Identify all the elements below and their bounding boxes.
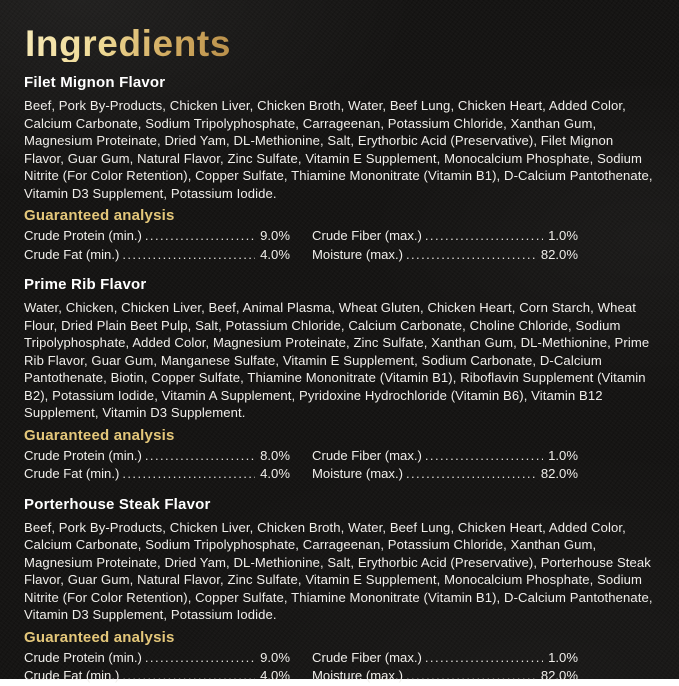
guaranteed-analysis-heading: Guaranteed analysis: [24, 426, 175, 444]
analysis-value: 1.0%: [548, 649, 578, 665]
analysis-label: Moisture (max.): [312, 668, 403, 683]
analysis-row: [24, 447, 290, 466]
analysis-value: 82.0%: [540, 466, 578, 481]
flavor-heading: Porterhouse Steak Flavor: [24, 495, 211, 513]
analysis-row: [312, 246, 578, 265]
analysis-row: [312, 447, 578, 466]
analysis-value: 1.0%: [548, 228, 578, 243]
dot-leader: [425, 649, 543, 668]
dot-leader: [406, 465, 536, 484]
guaranteed-analysis-table: [24, 227, 655, 264]
analysis-value: 82.0%: [540, 246, 578, 262]
dot-leader: [145, 227, 255, 246]
analysis-row: [24, 667, 290, 686]
analysis-row: [312, 649, 578, 668]
analysis-value: 4.0%: [260, 246, 290, 262]
analysis-row: [24, 227, 290, 246]
guaranteed-analysis-heading: Guaranteed analysis: [24, 207, 175, 224]
dot-leader: [425, 447, 543, 466]
analysis-value: 1.0%: [548, 447, 578, 463]
analysis-label: Crude Fat (min.): [24, 668, 120, 683]
analysis-value: 8.0%: [260, 447, 290, 463]
guaranteed-analysis-table: [24, 447, 655, 484]
dot-leader: [406, 246, 536, 265]
analysis-row: [312, 667, 578, 686]
analysis-label: Moisture (max.): [312, 246, 403, 262]
ingredients-list: Beef, Pork By-Products, Chicken Liver, Chicken Broth, Water, Beef Lung, Chicken Heart, Added Color, Calcium Carbonate, Sodium Tripolyphosphate, Carrageenan, Potassium Chloride, Xanthan Gum, Magnesium Proteinate, Dried Yam, DL-Methionine, Salt, Erythorbic Acid (Preservative), Filet Mignon Flavor, Guar Gum, Natural Flavor, Zinc Sulfate, Vitamin E Supplement, Monocalcium Phosphate, Sodium Nitrite (For Color Retention), Copper Sulfate, Thiamine Mononitrate (Vitamin B1), D-Calcium Pantothenate, Vitamin D3 Supplement, Potassium Iodide.: [24, 98, 653, 201]
analysis-value: 4.0%: [260, 466, 290, 481]
analysis-label: Crude Protein (min.): [24, 447, 142, 463]
dot-leader: [122, 246, 255, 265]
flavor-section-porterhouse-steak: [24, 496, 655, 686]
analysis-value: 4.0%: [260, 668, 290, 683]
analysis-label: Crude Fat (min.): [24, 246, 120, 262]
flavor-section-prime-rib: [24, 276, 655, 484]
flavor-heading: Filet Mignon Flavor: [24, 74, 166, 91]
guaranteed-analysis-heading: Guaranteed analysis: [24, 628, 175, 646]
flavor-heading: Prime Rib Flavor: [24, 276, 147, 293]
ingredients-list: Water, Chicken, Chicken Liver, Beef, Animal Plasma, Wheat Gluten, Chicken Heart, Corn Starch, Wheat Flour, Dried Plain Beet Pulp, Salt, Potassium Chloride, Calcium Carbonate, Choline Chloride, Sodium Tripolyphosphate, Added Color, Magnesium Proteinate, Zinc Sulfate, Xanthan Gum, DL-Methionine, Prime Rib Flavor, Guar Gum, Manganese Sulfate, Vitamin E Supplement, Sodium Carbonate, D-Calcium Pantothenate, Biotin, Copper Sulfate, Thiamine Mononitrate (Vitamin B1), Riboflavin Supplement (Vitamin B2), Potassium Iodide, Vitamin A Supplement, Pyridoxine Hydrochloride (Vitamin B6), Vitamin B12 Supplement, Vitamin D3 Supplement.: [24, 300, 650, 420]
analysis-row: [24, 246, 290, 265]
dot-leader: [145, 649, 255, 668]
dot-leader: [425, 227, 543, 246]
analysis-label: Moisture (max.): [312, 466, 403, 481]
flavor-section-filet-mignon: [24, 74, 655, 264]
analysis-row: [312, 227, 578, 246]
analysis-label: Crude Protein (min.): [24, 649, 142, 665]
analysis-label: Crude Fiber (max.): [312, 649, 422, 665]
analysis-label: Crude Fiber (max.): [312, 447, 422, 463]
dot-leader: [145, 447, 255, 466]
analysis-label: Crude Fiber (max.): [312, 228, 422, 243]
analysis-row: [24, 649, 290, 668]
ingredients-list: Beef, Pork By-Products, Chicken Liver, Chicken Broth, Water, Beef Lung, Chicken Heart, Added Color, Calcium Carbonate, Sodium Tripolyphosphate, Carrageenan, Potassium Chloride, Xanthan Gum, Magnesium Proteinate, Dried Yam, DL-Methionine, Salt, Erythorbic Acid (Preservative), Porterhouse Steak Flavor, Guar Gum, Natural Flavor, Zinc Sulfate, Vitamin E Supplement, Monocalcium Phosphate, Sodium Nitrite (For Color Retention), Copper Sulfate, Thiamine Mononitrate (Vitamin B1), D-Calcium Pantothenate, Vitamin D3 Supplement, Potassium Iodide.: [24, 519, 653, 622]
dot-leader: [122, 465, 255, 484]
analysis-row: [24, 465, 290, 484]
dot-leader: [406, 667, 536, 686]
analysis-label: Crude Fat (min.): [24, 466, 120, 481]
guaranteed-analysis-table: [24, 649, 655, 686]
analysis-row: [312, 465, 578, 484]
page-title: Ingredients: [25, 23, 232, 64]
analysis-value: 9.0%: [260, 649, 290, 665]
analysis-value: 82.0%: [540, 668, 578, 683]
analysis-label: Crude Protein (min.): [24, 228, 142, 243]
dot-leader: [122, 667, 255, 686]
analysis-value: 9.0%: [260, 228, 290, 243]
